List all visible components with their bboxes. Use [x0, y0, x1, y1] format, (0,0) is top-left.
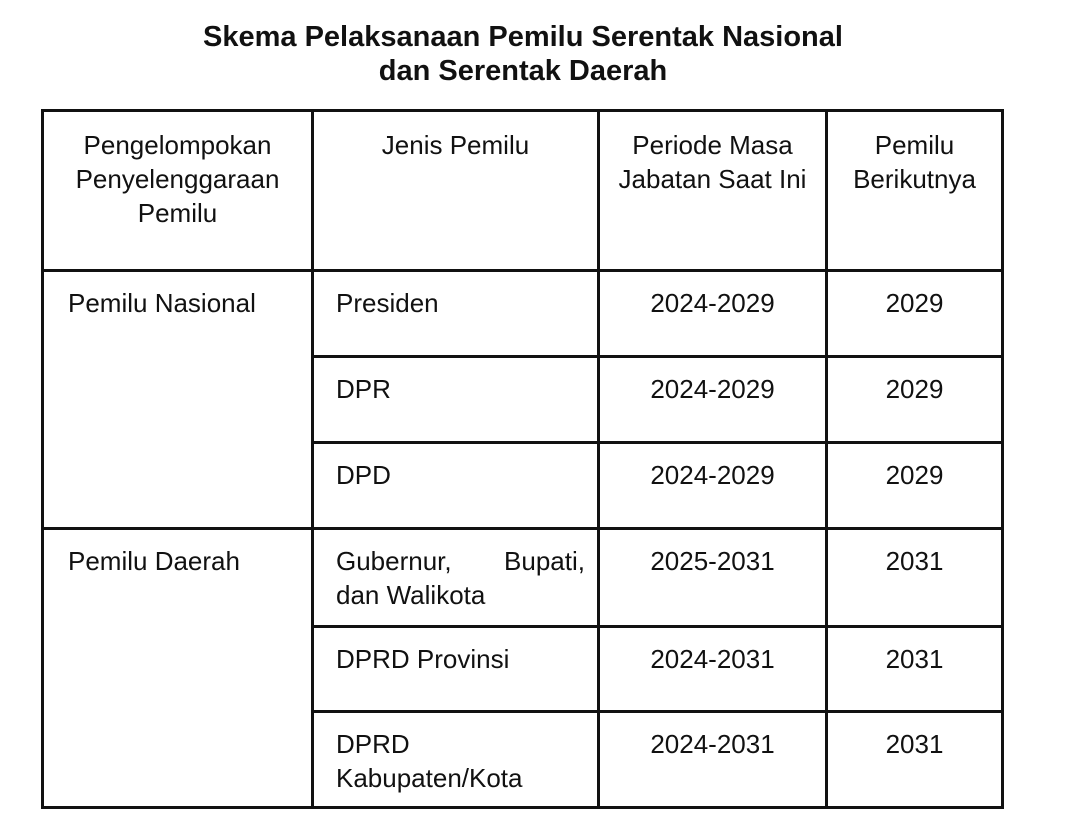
jenis-cell: Presiden [313, 271, 599, 357]
group-cell-nasional: Pemilu Nasional [43, 271, 313, 529]
jenis-cell: DPD [313, 443, 599, 529]
periode-cell: 2024-2031 [599, 627, 827, 712]
jenis-cell: DPRD Provinsi [313, 627, 599, 712]
jenis-line-1: Gubernur, Bupati, [336, 546, 585, 576]
header-periode: Periode Masa Jabatan Saat Ini [599, 111, 827, 271]
document-title [0, 20, 1046, 88]
header-jenis-pemilu: Jenis Pemilu [313, 111, 599, 271]
header-pemilu-berikutnya: Pemilu Berikutnya [827, 111, 1003, 271]
next-election-cell: 2029 [827, 357, 1003, 443]
table-header-row [43, 111, 1003, 271]
group-cell-daerah: Pemilu Daerah [43, 529, 313, 808]
header-pengelompokan: Pengelompokan Penyelenggaraan Pemilu [43, 111, 313, 271]
periode-cell: 2025-2031 [599, 529, 827, 627]
periode-cell: 2024-2029 [599, 443, 827, 529]
next-election-cell: 2031 [827, 529, 1003, 627]
election-schedule-table [41, 109, 1004, 809]
next-election-cell: 2031 [827, 712, 1003, 808]
periode-cell: 2024-2029 [599, 357, 827, 443]
periode-cell: 2024-2029 [599, 271, 827, 357]
table-row [43, 529, 1003, 627]
title-line-2: dan Serentak Daerah [378, 55, 668, 87]
periode-cell: 2024-2031 [599, 712, 827, 808]
next-election-cell: 2029 [827, 271, 1003, 357]
next-election-cell: 2029 [827, 443, 1003, 529]
jenis-cell: DPR [313, 357, 599, 443]
table-row [43, 271, 1003, 357]
jenis-cell [313, 712, 599, 808]
jenis-line-1: DPRD [336, 729, 410, 759]
next-election-cell: 2031 [827, 627, 1003, 712]
title-line-1: Skema Pelaksanaan Pemilu Serentak Nasional [203, 21, 843, 53]
jenis-cell [313, 529, 599, 627]
jenis-line-2: dan Walikota [336, 580, 486, 610]
jenis-line-2: Kabupaten/Kota [336, 763, 523, 793]
